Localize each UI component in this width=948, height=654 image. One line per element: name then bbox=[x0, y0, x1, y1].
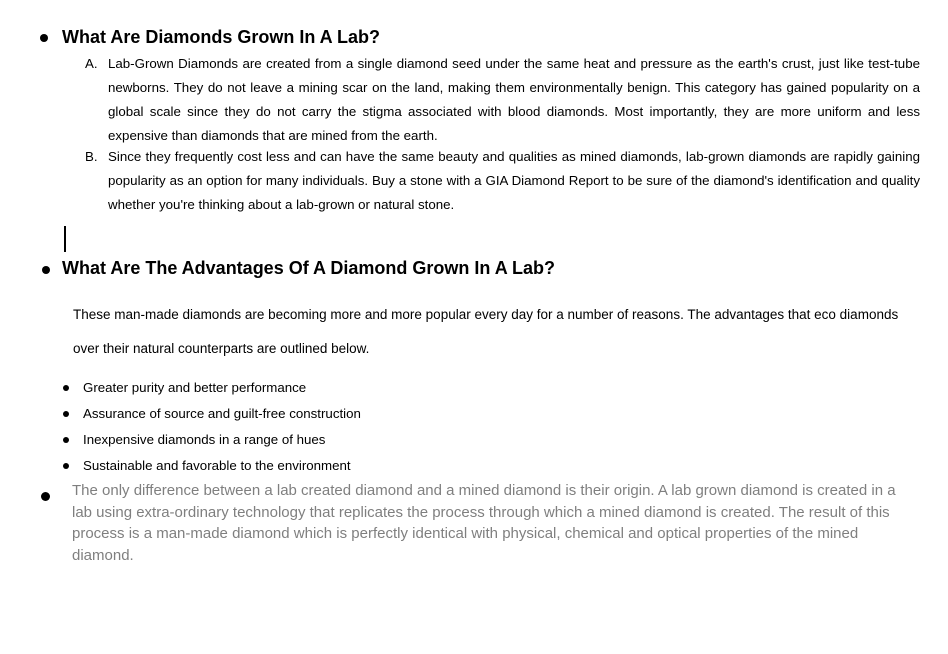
text-cursor bbox=[64, 226, 66, 252]
list-marker-b: B. bbox=[85, 149, 98, 164]
list-item-text[interactable]: Greater purity and better performance bbox=[83, 380, 307, 395]
bullet-list-item[interactable] bbox=[62, 375, 306, 401]
intro-paragraph[interactable]: These man-made diamonds are becoming more and more popular every day for a number of reasons. The advantages that eco diamonds over their natural counterparts are outlined below. bbox=[73, 307, 899, 356]
list-item-text[interactable]: Sustainable and favorable to the environment bbox=[83, 458, 351, 473]
paragraph-text[interactable]: Lab-Grown Diamonds are created from a single diamond seed under the same heat and pressure as the earth's crust, just like test-tube newborns. They do not leave a mining scar on the land, making them environmentally benign. This category has gained popularity on a global scale since they do not carry the stigma associated with blood diamonds. Most importantly, they are more uniform and less expensive than diamonds that are mined from the earth. bbox=[108, 56, 920, 143]
bullet-icon bbox=[63, 385, 69, 391]
bullet-icon bbox=[63, 437, 69, 443]
bullet-list-item[interactable] bbox=[62, 401, 361, 427]
bullet-list-item[interactable] bbox=[62, 427, 325, 453]
list-item-text[interactable]: Inexpensive diamonds in a range of hues bbox=[83, 432, 326, 447]
bullet-icon bbox=[63, 463, 69, 469]
heading-bullet-icon bbox=[40, 34, 48, 42]
heading-bullet-icon bbox=[42, 266, 50, 274]
list-marker-a: A. bbox=[85, 56, 98, 71]
list-item-text[interactable]: Assurance of source and guilt-free construction bbox=[83, 406, 361, 421]
bullet-icon bbox=[63, 411, 69, 417]
lettered-list-item-a[interactable] bbox=[85, 52, 920, 148]
section-1-heading[interactable]: What Are Diamonds Grown In A Lab? bbox=[62, 27, 381, 47]
lettered-list-item-b[interactable] bbox=[85, 145, 920, 217]
section-2-heading[interactable]: What Are The Advantages Of A Diamond Grown In A Lab? bbox=[62, 258, 556, 278]
bullet-icon bbox=[41, 492, 50, 501]
paragraph-text[interactable]: Since they frequently cost less and can have the same beauty and qualities as mined diamonds, lab-grown diamonds are rapidly gaining popularity as an option for many individuals. Buy a stone with a GIA Diamond Report to be sure of the diamond's identification and quality whether you're thinking about a lab-grown or natural stone. bbox=[108, 149, 920, 212]
bullet-list-item[interactable] bbox=[62, 453, 351, 479]
note-paragraph[interactable]: The only difference between a lab created diamond and a mined diamond is their origin. A lab grown diamond is created in a lab using extra-ordinary technology that replicates the process through which a mined diamond is created. The result of this process is a man-made diamond which is perfectly identical with physical, chemical and optical properties of the mined diamond. bbox=[72, 482, 896, 564]
